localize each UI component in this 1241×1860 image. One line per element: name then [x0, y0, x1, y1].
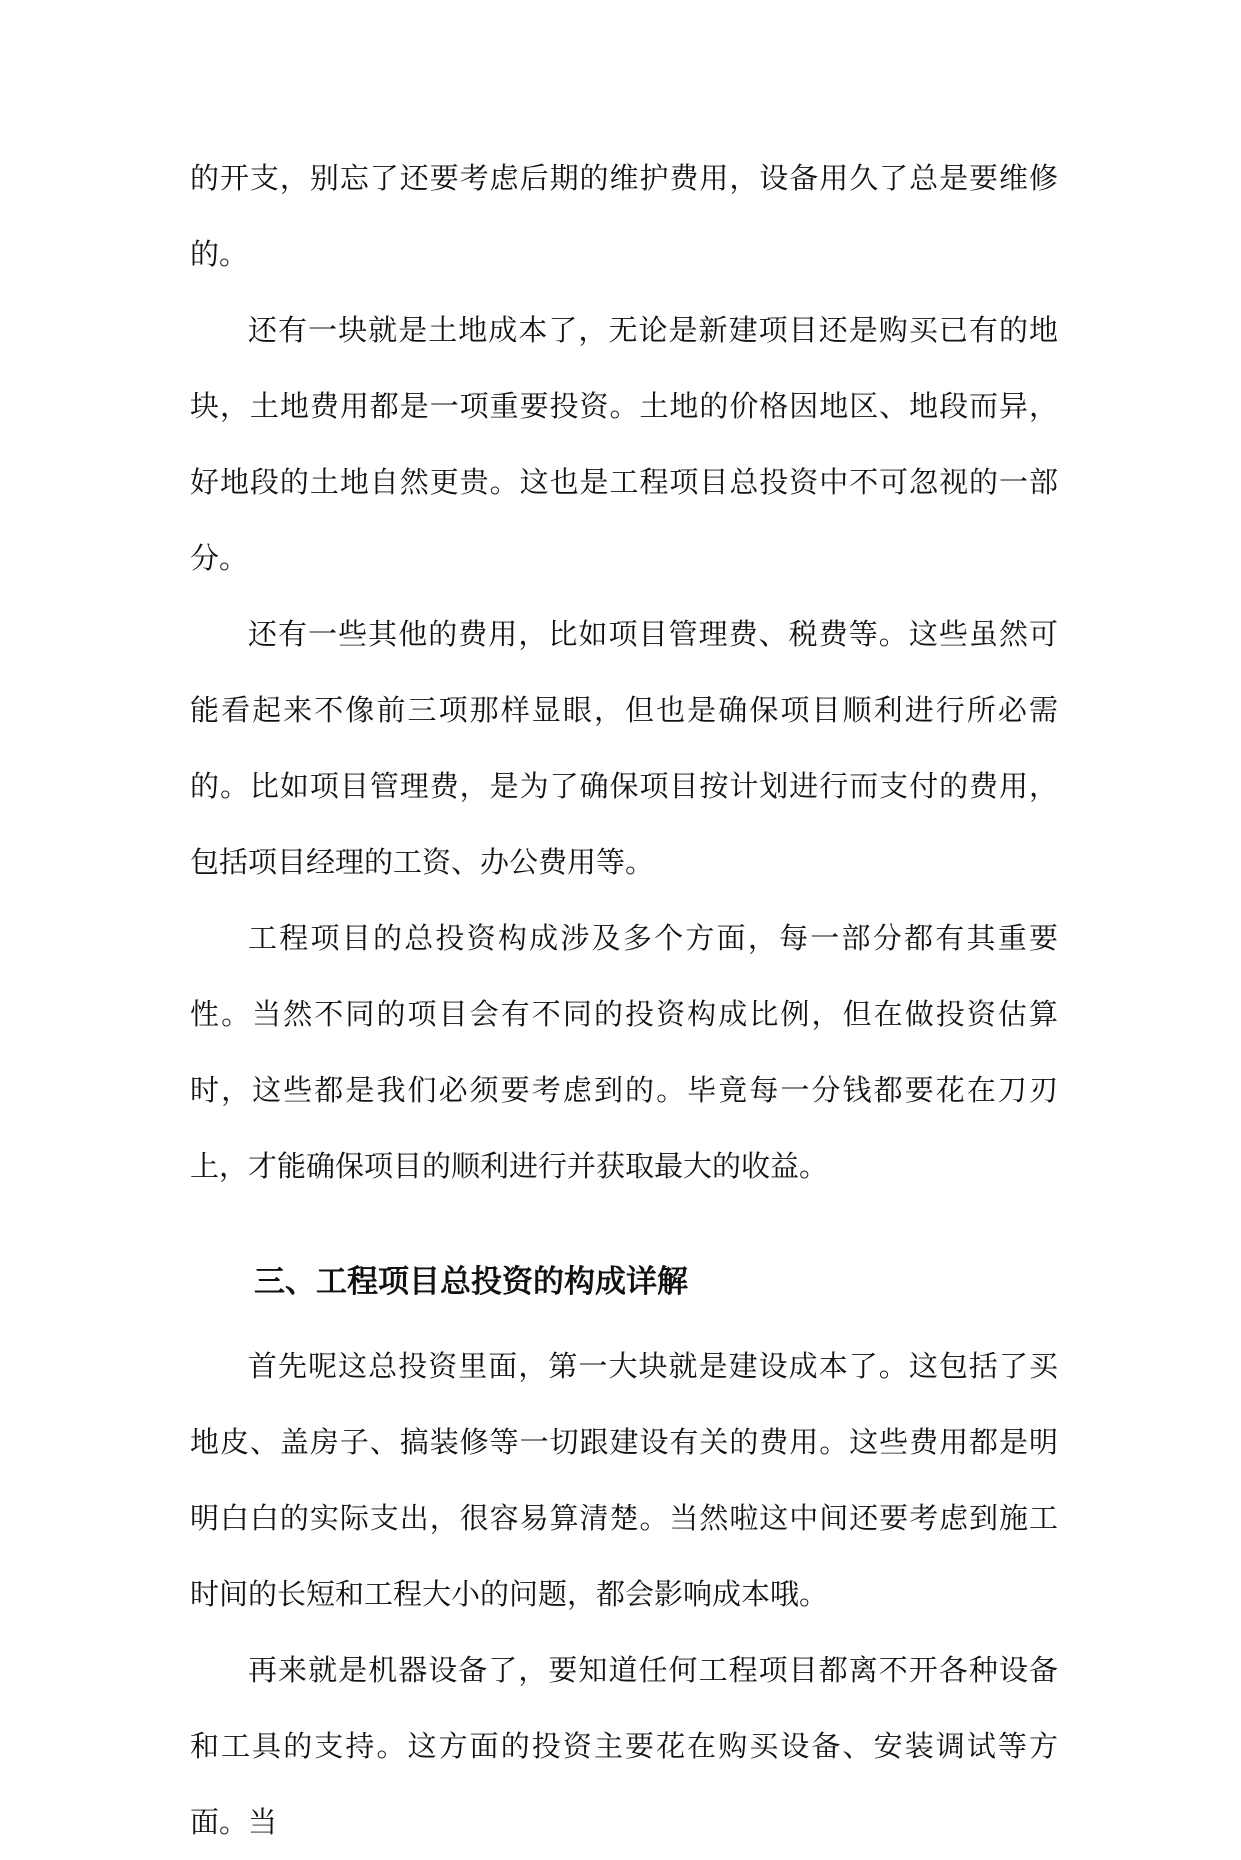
- section-heading: 三、工程项目总投资的构成详解: [254, 1264, 688, 1300]
- paragraph-equipment: 再来就是机器设备了，要知道任何工程项目都离不开各种设备和工具的支持。这方面的投资主要花在购买设备、安装调试等方面。当: [190, 1653, 1058, 1839]
- document-body: [190, 140, 1058, 1860]
- paragraph-continued: 的开支，别忘了还要考虑后期的维护费用，设备用久了总是要维修的。: [190, 161, 1058, 271]
- paragraph-construction-cost: 首先呢这总投资里面，第一大块就是建设成本了。这包括了买地皮、盖房子、搞装修等一切跟建设有关的费用。这些费用都是明明白白的实际支出，很容易算清楚。当然啦这中间还要考虑到施工时间的长短和工程大小的问题，都会影响成本哦。: [190, 1349, 1058, 1611]
- paragraph-land-cost: 还有一块就是土地成本了，无论是新建项目还是购买已有的地块，土地费用都是一项重要投资。土地的价格因地区、地段而异，好地段的土地自然更贵。这也是工程项目总投资中不可忽视的一部分。: [190, 313, 1058, 575]
- paragraph-other-fees: 还有一些其他的费用，比如项目管理费、税费等。这些虽然可能看起来不像前三项那样显眼，但也是确保项目顺利进行所必需的。比如项目管理费，是为了确保项目按计划进行而支付的费用，包括项目经理的工资、办公费用等。: [190, 617, 1058, 879]
- paragraph-summary: 工程项目的总投资构成涉及多个方面，每一部分都有其重要性。当然不同的项目会有不同的投资构成比例，但在做投资估算时，这些都是我们必须要考虑到的。毕竟每一分钱都要花在刀刃上，才能确保项目的顺利进行并获取最大的收益。: [190, 921, 1058, 1183]
